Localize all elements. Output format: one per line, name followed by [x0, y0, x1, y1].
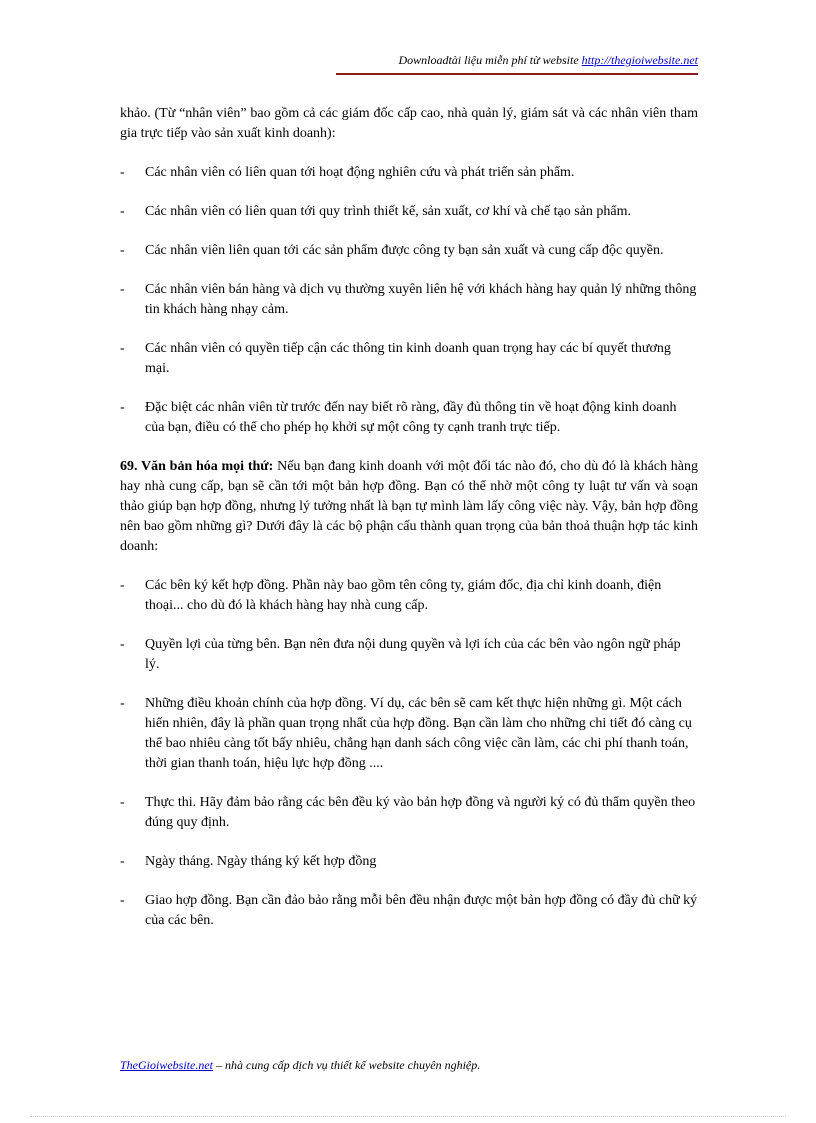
footer-text: – nhà cung cấp dịch vụ thiết kế website chuyên nghiệp.	[213, 1058, 481, 1072]
list-item-text: Ngày tháng. Ngày tháng ký kết hợp đồng	[145, 854, 377, 869]
dash-bullet: -	[120, 854, 125, 869]
list-item	[120, 793, 698, 833]
dash-bullet: -	[120, 341, 125, 356]
list-item	[120, 339, 698, 379]
intro-paragraph: khảo. (Từ “nhân viên” bao gồm cả các giám đốc cấp cao, nhà quản lý, giám sát và các nhân viên tham gia trực tiếp vào sản xuất kinh doanh):	[120, 106, 698, 141]
list-item	[120, 694, 698, 774]
dash-bullet: -	[120, 578, 125, 593]
header-text: Downloadtài liệu miễn phí từ website	[398, 53, 582, 67]
list-item-text: Các nhân viên bán hàng và dịch vụ thường xuyên liên hệ với khách hàng hay quản lý những thông tin khách hàng nhạy cảm.	[145, 282, 697, 317]
dash-bullet: -	[120, 400, 125, 415]
list-item-text: Các bên ký kết hợp đồng. Phần này bao gồm tên công ty, giám đốc, địa chỉ kinh doanh, điện thoại... cho dù đó là khách hàng hay nhà cung cấp.	[145, 578, 662, 613]
list-item	[120, 398, 698, 438]
dash-bullet: -	[120, 204, 125, 219]
employee-list	[120, 163, 698, 438]
list-item-text: Quyền lợi của từng bên. Bạn nên đưa nội dung quyền và lợi ích của các bên vào ngôn ngữ pháp lý.	[145, 637, 681, 672]
list-item-text: Những điều khoản chính của hợp đồng. Ví dụ, các bên sẽ cam kết thực hiện những gì. Một cách hiển nhiên, đây là phần quan trọng nhất của hợp đồng. Bạn cần làm cho những chi tiết đó càng cụ thể bao nhiêu càng tốt bấy nhiêu, chẳng hạn danh sách công việc cần làm, các chi phí thanh toán, thời gian thanh toán, hiệu lực hợp đồng ....	[145, 696, 692, 771]
list-item-text: Các nhân viên có liên quan tới quy trình thiết kế, sản xuất, cơ khí và chế tạo sản phẩm.	[145, 204, 632, 219]
dash-bullet: -	[120, 243, 125, 258]
list-item	[120, 241, 698, 261]
dash-bullet: -	[120, 637, 125, 652]
header-rule	[336, 73, 698, 75]
list-item-text: Đặc biệt các nhân viên từ trước đến nay biết rõ ràng, đầy đủ thông tin về hoạt động kinh doanh của bạn, điều có thể cho phép họ khởi sự một công ty cạnh tranh trực tiếp.	[145, 400, 677, 435]
list-item	[120, 576, 698, 616]
section-69-paragraph	[120, 457, 698, 557]
list-item-text: Các nhân viên liên quan tới các sản phẩm được công ty bạn sản xuất và cung cấp độc quyền.	[145, 243, 664, 258]
dash-bullet: -	[120, 165, 125, 180]
dash-bullet: -	[120, 696, 125, 711]
footer-link[interactable]: TheGioiwebsite.net	[120, 1058, 213, 1072]
list-item	[120, 852, 698, 872]
page-footer	[120, 1057, 698, 1073]
contract-parts-list	[120, 576, 698, 931]
dash-bullet: -	[120, 893, 125, 908]
list-item	[120, 635, 698, 675]
document-body	[120, 104, 698, 950]
dash-bullet: -	[120, 282, 125, 297]
list-item	[120, 280, 698, 320]
list-item	[120, 163, 698, 183]
list-item-text: Giao hợp đồng. Bạn cần đảo bảo rằng mỗi bên đều nhận được một bản hợp đồng có đầy đủ chữ ký của các bên.	[145, 893, 698, 928]
list-item	[120, 891, 698, 931]
list-item-text: Các nhân viên có quyền tiếp cận các thông tin kinh doanh quan trọng hay các bí quyết thương mại.	[145, 341, 671, 376]
list-item-text: Thực thi. Hãy đảm bảo rằng các bên đều ký vào bản hợp đồng và người ký có đủ thẩm quyền theo đúng quy định.	[145, 795, 696, 830]
list-item-text: Các nhân viên có liên quan tới hoạt động nghiên cứu và phát triển sản phẩm.	[145, 165, 575, 180]
section-69-heading: 69. Văn bản hóa mọi thứ:	[120, 459, 274, 474]
page-header	[336, 52, 698, 68]
list-item	[120, 202, 698, 222]
section-69-body: Nếu bạn đang kinh doanh với một đối tác nào đó, cho dù đó là khách hàng hay nhà cung cấp, bạn sẽ cần tới một bản hợp đồng. Bạn có thể nhờ một công ty luật tư vấn và soạn thảo giúp bạn hợp đồng, nhưng lý tưởng nhất là bạn tự mình làm lấy công việc này. Vậy, bản hợp đồng nên bao gồm những gì? Dưới đây là các bộ phận cấu thành quan trọng của bản thoả thuận hợp tác kinh doanh:	[120, 459, 698, 554]
page-edge-divider	[30, 1116, 786, 1117]
dash-bullet: -	[120, 795, 125, 810]
header-link[interactable]: http://thegioiwebsite.net	[581, 53, 698, 67]
